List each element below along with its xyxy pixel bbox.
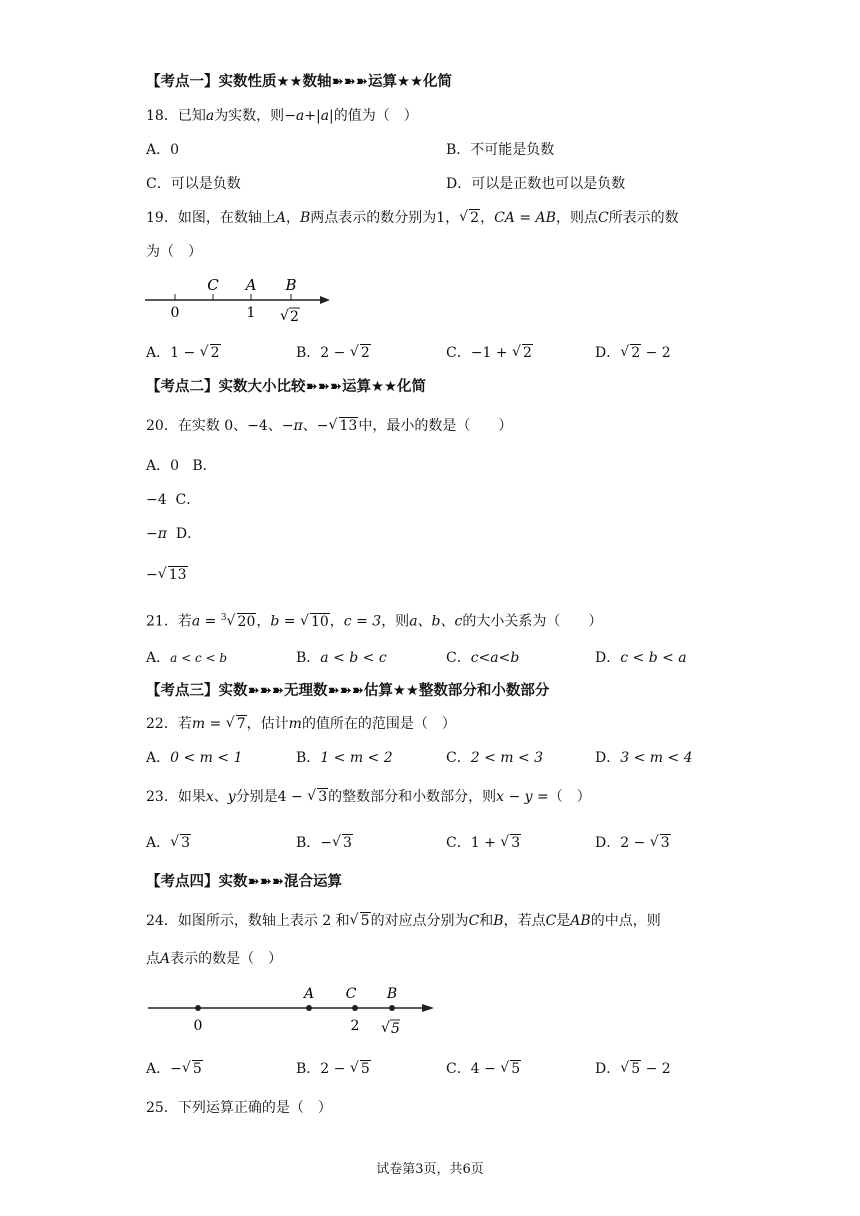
option-a: A．a < c < b [146, 650, 228, 666]
fig-label-c: C [207, 276, 219, 294]
question-text: 两点表示的数分别为1， [310, 210, 460, 226]
question-18 [146, 107, 418, 125]
option-c: C．1 + √ 3 [446, 834, 521, 852]
math-var: C [597, 210, 609, 226]
math-expr: −a+|a| [284, 108, 334, 124]
question-20: 20．在实数 0、−4、−π、−√ 13中，最小的数是（ ） [146, 417, 512, 435]
section-heading-4: 【考点四】实数➽➽➽混合运算 [146, 874, 342, 890]
question-text: 的值为（ ） [333, 108, 418, 124]
sqrt-expr: √ 2 [459, 209, 480, 227]
option-line-3: −π D． [146, 526, 202, 542]
fig-radical-sign: √ [280, 308, 289, 324]
fig-label-b: B [386, 986, 398, 1002]
question-text: 为实数，则 [214, 108, 285, 124]
math-expr: CA = AB [494, 210, 556, 226]
option-b: B．a < b < c [296, 650, 387, 666]
question-25: 25．下列运算正确的是（ ） [146, 1100, 332, 1116]
option-d: D．√ 5 − 2 [595, 1060, 671, 1078]
fig-tick-1: 1 [246, 305, 256, 321]
page-footer: 试卷第3页，共6页 [376, 1162, 484, 1177]
option-c: C．可以是负数 [146, 176, 241, 192]
question-text: ， [285, 210, 300, 226]
option-c: C．c<a<b [446, 650, 520, 666]
option-line-4: −√ 13 [146, 566, 188, 584]
fig-tick-sqrt5: 5 [391, 1021, 400, 1037]
fig-label-c: C [345, 986, 357, 1002]
fig-tick-2: 2 [350, 1018, 360, 1034]
section-heading-3: 【考点三】实数➽➽➽无理数➽➽➽估算★★整数部分和小数部分 [146, 683, 550, 699]
question-number: 18． [146, 108, 178, 124]
question-24-line2: 点A表示的数是（ ） [146, 951, 283, 967]
option-d: D．c < b < a [595, 650, 687, 666]
option-c: C．−1 + √ 2 [446, 344, 533, 362]
question-text: ，则点 [555, 210, 598, 226]
option-b: B．不可能是负数 [446, 142, 555, 158]
question-22: 22．若m = √ 7，估计m的值所在的范围是（ ） [146, 715, 456, 733]
math-var: B [299, 210, 311, 226]
fig-label-a: A [303, 986, 315, 1002]
option-c: C．2 < m < 3 [446, 750, 544, 766]
question-21: 21．若a = $^3$√ 20，b = √ 10，c = 3，则a、b、c的大小关系为（ ） [146, 609, 602, 631]
question-19 [146, 209, 679, 227]
option-b: B．1 < m < 2 [296, 750, 393, 766]
option-a: A．√ 3 [146, 834, 191, 852]
question-24: 24．如图所示，数轴上表示 2 和√ 5的对应点分别为C和B，若点C是AB的中点，则 [146, 912, 661, 930]
option-c: C．4 − √ 5 [446, 1060, 521, 1078]
question-19-line2: 为（ ） [146, 244, 202, 260]
option-a: A．−√ 5 [146, 1060, 203, 1078]
option-d: D．2 − √ 3 [595, 834, 671, 852]
question-text: 所表示的数 [608, 210, 679, 226]
math-var: a [205, 108, 215, 124]
number-line-figure-24 [140, 984, 440, 1040]
fig-radical-sign: √ [381, 1020, 390, 1036]
option-line-2: −4 C． [146, 492, 201, 508]
fig-tick-sqrt2: 2 [290, 309, 299, 325]
option-line-1: A．0 B． [146, 458, 217, 474]
fig-tick-0: 0 [193, 1018, 203, 1034]
option-b: B．2 − √ 5 [296, 1060, 371, 1078]
fig-label-b: B [285, 276, 297, 294]
section-heading-2: 【考点二】实数大小比较➽➽➽运算★★化简 [146, 379, 426, 395]
question-23: 23．如果x、y分别是4 − √ 3的整数部分和小数部分，则x − y =（ ） [146, 788, 591, 806]
option-d: D．3 < m < 4 [595, 750, 693, 766]
option-d: D．√ 2 − 2 [595, 344, 671, 362]
option-d: D．可以是正数也可以是负数 [446, 176, 626, 192]
option-a: A．0 [146, 142, 180, 158]
option-b: B．2 − √ 2 [296, 344, 371, 362]
fig-tick-0: 0 [170, 305, 180, 321]
number-line-figure-19 [140, 272, 340, 328]
fig-label-a: A [245, 276, 257, 294]
question-text: 已知 [177, 108, 206, 124]
section-heading-1: 【考点一】实数性质★★数轴➽➽➽运算★★化简 [146, 74, 452, 90]
option-a: A．1 − √ 2 [146, 344, 221, 362]
question-text: ， [480, 210, 495, 226]
question-text: 如图，在数轴上 [177, 210, 276, 226]
option-b: B．−√ 3 [296, 834, 353, 852]
question-number: 19． [146, 210, 178, 226]
math-var: A [275, 210, 286, 226]
option-a: A．0 < m < 1 [146, 750, 243, 766]
